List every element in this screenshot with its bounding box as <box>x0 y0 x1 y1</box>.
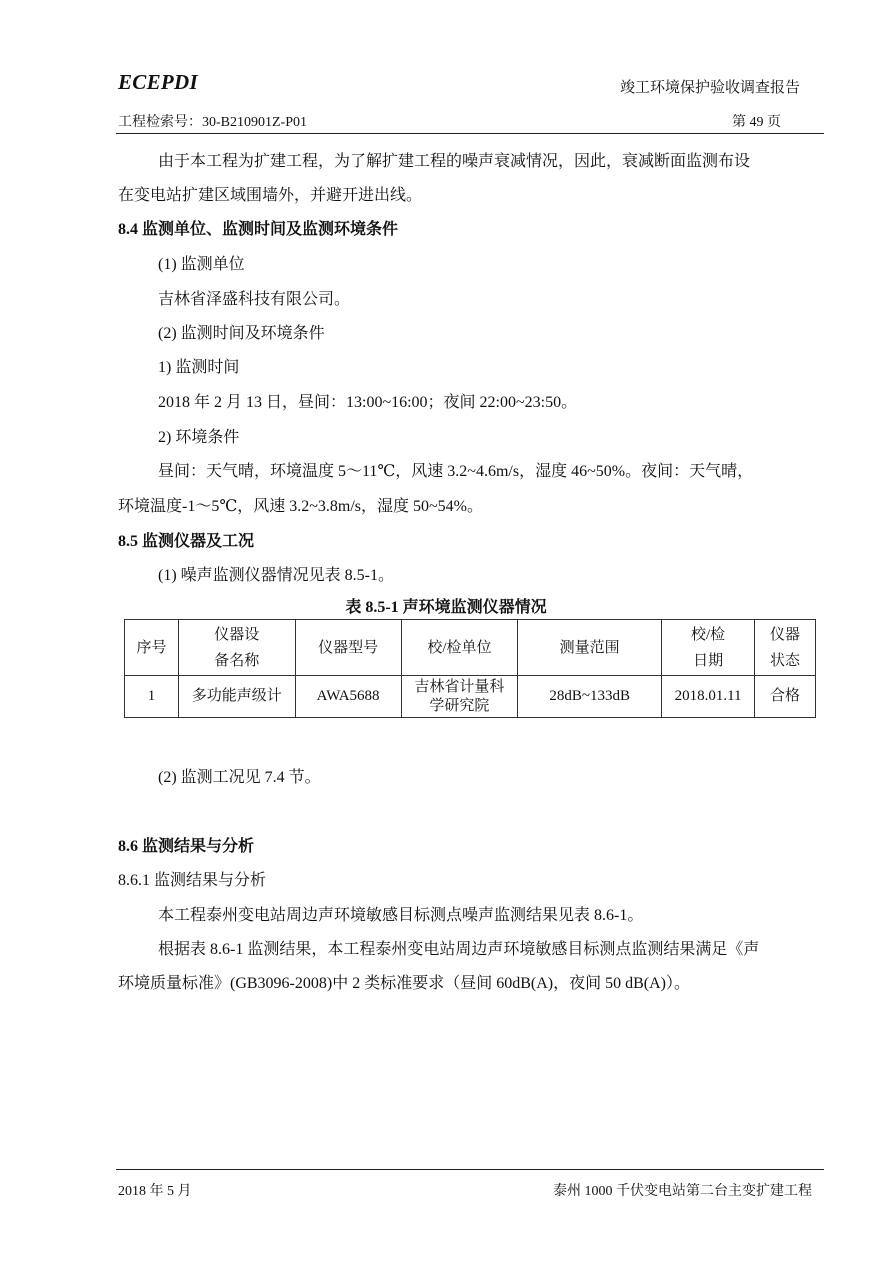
s84-env-line-1: 昼间：天气晴，环境温度 5～11℃，风速 3.2~4.6m/s，湿度 46~50%。夜间：天气晴， <box>158 463 754 480</box>
intro-line-1: 由于本工程为扩建工程，为了解扩建工程的噪声衰减情况，因此，衰减断面监测布设 <box>158 153 751 170</box>
report-title: 竣工环境保护验收调查报告 <box>619 80 800 96</box>
s84-item-1: (1) 监测单位 <box>158 256 245 273</box>
header-range: 测量范围 <box>518 620 662 676</box>
s85-item-1: (1) 噪声监测仪器情况见表 8.5-1。 <box>158 567 394 584</box>
header-no: 序号 <box>125 620 179 676</box>
cell-name: 多功能声级计 <box>178 676 295 718</box>
s84-sub-2: 2) 环境条件 <box>158 429 240 446</box>
page-number: 第 49 页 <box>732 115 781 130</box>
footer-date: 2018 年 5 月 <box>118 1184 192 1199</box>
table-caption: 表 8.5-1 声环境监测仪器情况 <box>345 599 547 616</box>
s861-paragraph-2-line-2: 环境质量标准》(GB3096-2008)中 2 类标准要求（昼间 60dB(A)，夜间 50 dB(A)）。 <box>118 975 690 992</box>
header-status <box>755 620 816 676</box>
s861-paragraph-2-line-1: 根据表 8.6-1 监测结果，本工程泰州变电站周边声环境敏感目标测点监测结果满足《声 <box>158 941 760 958</box>
cell-date: 2018.01.11 <box>662 676 755 718</box>
s85-item-2: (2) 监测工况见 7.4 节。 <box>158 769 321 786</box>
header-status-line-1: 仪器 <box>770 626 801 643</box>
cell-model: AWA5688 <box>295 676 401 718</box>
cell-calib-unit <box>401 676 518 718</box>
section-8-5-heading: 8.5 监测仪器及工况 <box>118 533 255 550</box>
cell-status: 合格 <box>755 676 816 718</box>
section-8-6-heading: 8.6 监测结果与分析 <box>118 838 255 855</box>
s84-time: 2018 年 2 月 13 日，昼间：13:00~16:00；夜间 22:00~23:50。 <box>158 394 578 411</box>
cell-range: 28dB~133dB <box>518 676 662 718</box>
intro-line-2: 在变电站扩建区域围墙外，并避开进出线。 <box>118 187 423 204</box>
project-code: 工程检索号：30-B210901Z-P01 <box>118 115 307 130</box>
instrument-table <box>124 619 816 718</box>
header-name <box>178 620 295 676</box>
section-8-6-1-heading: 8.6.1 监测结果与分析 <box>118 872 267 889</box>
footer-rule <box>116 1169 824 1170</box>
s84-unit: 吉林省泽盛科技有限公司。 <box>158 291 351 308</box>
table-header-row <box>125 620 816 676</box>
header-calib-unit: 校/检单位 <box>401 620 518 676</box>
header-name-line-2: 备名称 <box>214 652 260 669</box>
cell-no: 1 <box>125 676 179 718</box>
header-name-line-1: 仪器设 <box>214 626 260 643</box>
s861-paragraph-1: 本工程泰州变电站周边声环境敏感目标测点噪声监测结果见表 8.6-1。 <box>158 907 644 924</box>
header-date-line-2: 日期 <box>693 652 724 669</box>
s84-item-2: (2) 监测时间及环境条件 <box>158 325 325 342</box>
cell-calib-unit-line-1: 吉林省计量科 <box>414 678 505 695</box>
table-row <box>125 676 816 718</box>
cell-calib-unit-line-2: 学研究院 <box>429 697 490 714</box>
s84-env-line-2: 环境温度-1～5℃，风速 3.2~3.8m/s，湿度 50~54%。 <box>118 498 483 515</box>
footer-project: 泰州 1000 千伏变电站第二台主变扩建工程 <box>553 1184 812 1199</box>
header-date-line-1: 校/检 <box>690 626 726 643</box>
s84-sub-1: 1) 监测时间 <box>158 359 240 376</box>
header-rule <box>116 133 824 134</box>
section-8-4-heading: 8.4 监测单位、监测时间及监测环境条件 <box>118 221 399 238</box>
company-logo: ECEPDI <box>118 70 198 94</box>
header-date <box>662 620 755 676</box>
header-model: 仪器型号 <box>295 620 401 676</box>
header-status-line-2: 状态 <box>770 652 801 669</box>
